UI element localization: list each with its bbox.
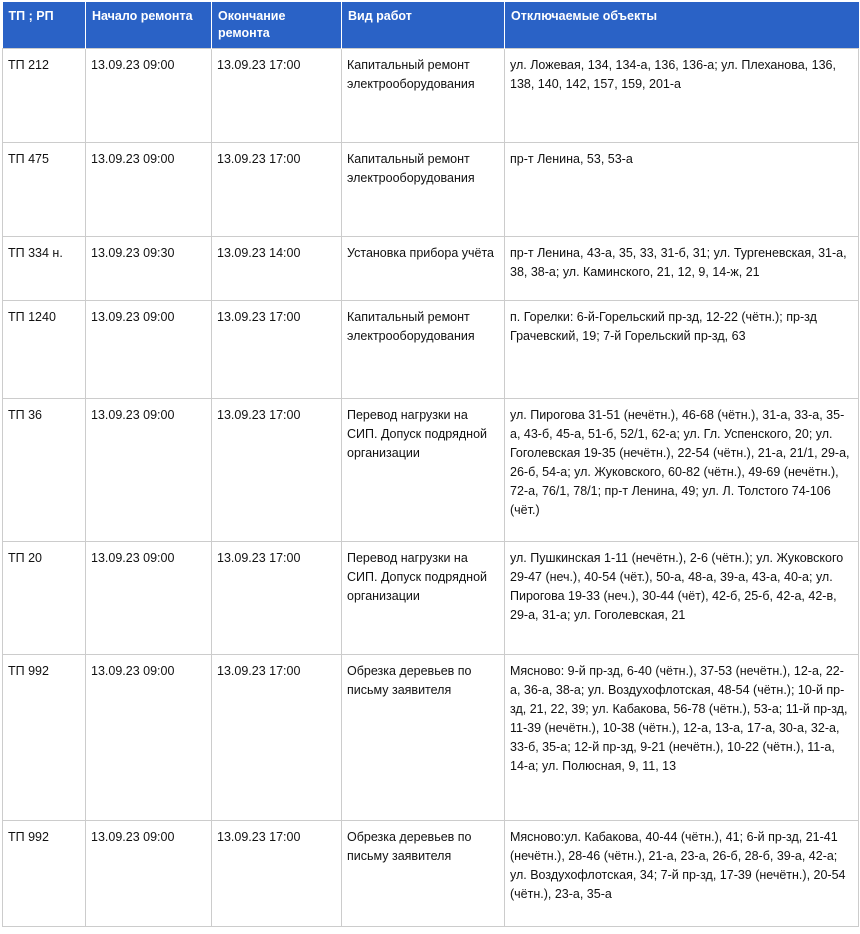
cell-work: Капитальный ремонт электрооборудования	[342, 300, 505, 398]
cell-start: 13.09.23 09:00	[86, 48, 212, 142]
cell-tp: ТП 212	[3, 48, 86, 142]
cell-work: Обрезка деревьев по письму заявителя	[342, 820, 505, 926]
cell-start: 13.09.23 09:00	[86, 398, 212, 541]
table-header-row	[3, 2, 859, 48]
cell-end: 13.09.23 17:00	[212, 398, 342, 541]
cell-start: 13.09.23 09:30	[86, 236, 212, 300]
cell-objects: пр-т Ленина, 53, 53-а	[505, 142, 859, 236]
cell-work: Установка прибора учёта	[342, 236, 505, 300]
cell-tp: ТП 20	[3, 541, 86, 654]
cell-objects: Мясново: 9-й пр-зд, 6-40 (чётн.), 37-53 (нечётн.), 12-а, 22-а, 36-а, 38-а; ул. Воздухофлотская, 48-54 (чётн.); 10-й пр-зд, 21, 22, 39; ул. Кабакова, 56-78 (чётн.), 53-а; 11-й пр-зд, 11-39 (нечётн.), 10-38 (чётн.), 12-а, 13-а, 17-а, 30-а, 32-а, 33-б, 35-а; 12-й пр-зд, 9-21 (нечётн.), 10-22 (чётн.), 11-а, 14-а; ул. Полюсная, 9, 11, 13	[505, 654, 859, 820]
cell-end: 13.09.23 17:00	[212, 300, 342, 398]
cell-work: Перевод нагрузки на СИП. Допуск подрядной организации	[342, 398, 505, 541]
cell-tp: ТП 334 н.	[3, 236, 86, 300]
cell-start: 13.09.23 09:00	[86, 654, 212, 820]
header-objects: Отключаемые объекты	[505, 2, 859, 48]
table-row	[3, 820, 859, 926]
cell-start: 13.09.23 09:00	[86, 300, 212, 398]
table-row	[3, 398, 859, 541]
cell-tp: ТП 475	[3, 142, 86, 236]
cell-objects: ул. Ложевая, 134, 134-а, 136, 136-а; ул. Плеханова, 136, 138, 140, 142, 157, 159, 201-а	[505, 48, 859, 142]
table-row	[3, 48, 859, 142]
table-row	[3, 654, 859, 820]
table-row	[3, 300, 859, 398]
table-row	[3, 236, 859, 300]
cell-work: Капитальный ремонт электрооборудования	[342, 142, 505, 236]
cell-tp: ТП 36	[3, 398, 86, 541]
cell-tp: ТП 1240	[3, 300, 86, 398]
cell-tp: ТП 992	[3, 820, 86, 926]
cell-tp: ТП 992	[3, 654, 86, 820]
cell-work: Перевод нагрузки на СИП. Допуск подрядной организации	[342, 541, 505, 654]
cell-start: 13.09.23 09:00	[86, 541, 212, 654]
cell-start: 13.09.23 09:00	[86, 820, 212, 926]
cell-start: 13.09.23 09:00	[86, 142, 212, 236]
header-end: Окончание ремонта	[212, 2, 342, 48]
cell-end: 13.09.23 17:00	[212, 142, 342, 236]
header-tp: ТП ; РП	[3, 2, 86, 48]
header-work: Вид работ	[342, 2, 505, 48]
cell-end: 13.09.23 14:00	[212, 236, 342, 300]
cell-objects: ул. Пирогова 31-51 (нечётн.), 46-68 (чётн.), 31-а, 33-а, 35-а, 43-б, 45-а, 51-б, 52/1, 62-а; ул. Гл. Успенского, 20; ул. Гоголевская 19-35 (нечётн.), 22-54 (чётн.), 21-а, 21/1, 29-а, 26-б, 54-а; ул. Жуковского, 60-82 (чётн.), 49-69 (нечётн.), 72-а, 76/1, 78/1; пр-т Ленина, 49; ул. Л. Толстого 74-106 (чёт.)	[505, 398, 859, 541]
cell-end: 13.09.23 17:00	[212, 654, 342, 820]
table-row	[3, 142, 859, 236]
cell-objects: Мясново:ул. Кабакова, 40-44 (чётн.), 41; 6-й пр-зд, 21-41 (нечётн.), 28-46 (чётн.), 21-а, 23-а, 26-б, 28-б, 39-а, 42-а; ул. Воздухофлотская, 34; 7-й пр-зд, 17-39 (нечётн.), 20-54 (чётн.), 23-а, 35-а	[505, 820, 859, 926]
cell-end: 13.09.23 17:00	[212, 820, 342, 926]
table-row	[3, 541, 859, 654]
outage-schedule-table	[2, 2, 859, 927]
cell-objects: ул. Пушкинская 1-11 (нечётн.), 2-6 (чётн.); ул. Жуковского 29-47 (неч.), 40-54 (чёт.), 50-а, 48-а, 39-а, 43-а, 40-а; ул. Пирогова 19-33 (неч.), 30-44 (чёт), 42-б, 25-б, 42-а, 42-в, 29-а, 31-а; ул. Гоголевская, 21	[505, 541, 859, 654]
cell-work: Обрезка деревьев по письму заявителя	[342, 654, 505, 820]
header-start: Начало ремонта	[86, 2, 212, 48]
cell-objects: пр-т Ленина, 43-а, 35, 33, 31-б, 31; ул. Тургеневская, 31-а, 38, 38-а; ул. Каминского, 21, 12, 9, 14-ж, 21	[505, 236, 859, 300]
cell-end: 13.09.23 17:00	[212, 541, 342, 654]
cell-work: Капитальный ремонт электрооборудования	[342, 48, 505, 142]
cell-objects: п. Горелки: 6-й-Горельский пр-зд, 12-22 (чётн.); пр-зд Грачевский, 19; 7-й Горельский пр-зд, 63	[505, 300, 859, 398]
cell-end: 13.09.23 17:00	[212, 48, 342, 142]
